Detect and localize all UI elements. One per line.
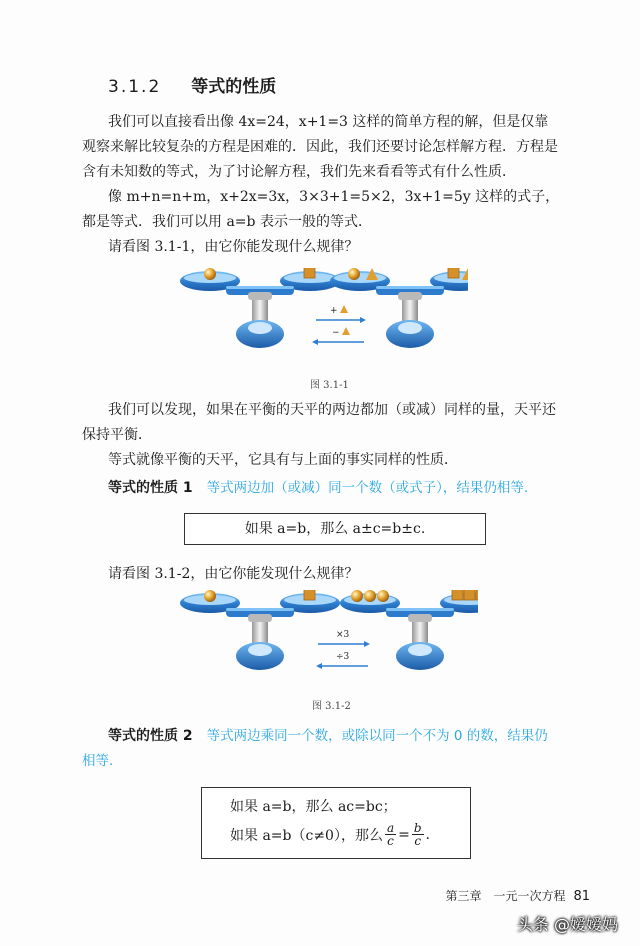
formula-box-2: [201, 787, 471, 859]
balance-scale-left: [180, 268, 340, 348]
paragraph-line: 我们可以直接看出像 4x=24，x+1=3 这样的简单方程的解，但是仅靠: [108, 114, 549, 130]
ball-icon: [348, 268, 360, 280]
block-icon: [452, 590, 463, 600]
paragraph-line: 保持平衡．: [82, 427, 152, 443]
ball-icon: [204, 590, 216, 602]
chapter-label: 第三章 一元一次方程: [445, 889, 566, 903]
paragraph-line: 都是等式．我们可以用 a=b 表示一般的等式．: [82, 214, 372, 230]
page-footer: [445, 887, 590, 904]
watermark: 头条 @嫒嫒妈: [516, 915, 618, 934]
operation-divide: ÷3: [336, 652, 350, 662]
fraction-b-over-c: [412, 822, 424, 847]
formula: 如果 a=b，那么 a±c=b±c.: [244, 521, 426, 537]
equals-sign: =: [398, 826, 410, 843]
block-icon: [464, 590, 475, 600]
figure-caption: 图 3.1-2: [312, 701, 351, 712]
observation-paragraphs: [82, 398, 597, 473]
property-statement: 等式两边加（或减）同一个数（或式子），结果仍相等.: [206, 480, 529, 496]
balance-scale-right: [330, 268, 468, 348]
operation-multiply: ×3: [336, 630, 350, 640]
block-icon: [448, 268, 459, 278]
block-icon: [304, 590, 315, 600]
section-title: 等式的性质: [191, 77, 277, 97]
formula-end: .: [425, 826, 430, 843]
property-1: [108, 476, 528, 497]
question-paragraph: [82, 562, 597, 587]
intro-paragraphs: [82, 110, 597, 260]
arrow-right-icon: [316, 317, 366, 323]
figure-3-1-1: [178, 268, 468, 368]
fraction-a-over-c: [385, 822, 396, 847]
property-statement: 等式两边乘同一个数，或除以同一个不为 0 的数，结果仍: [206, 728, 548, 744]
formula-box-1: [184, 513, 486, 545]
paragraph-line: 我们可以发现，如果在平衡的天平的两边都加（或减）同样的量，天平还: [108, 402, 556, 418]
balance-scale-left: [180, 590, 340, 670]
numerator: b: [413, 821, 422, 835]
property-label: 等式的性质 1: [108, 480, 193, 496]
paragraph-line: 观察来解比较复杂的方程是困难的．因此，我们还要讨论怎样解方程．方程是: [82, 139, 558, 155]
arrow-left-icon: [316, 663, 368, 669]
property-statement-continued: 相等.: [82, 753, 114, 769]
figure-3-1-2: [178, 590, 478, 690]
block-icon: [304, 268, 315, 278]
section-heading: [108, 72, 276, 97]
formula: 如果 a=b，那么 ac=bc；: [230, 799, 397, 815]
ball-icon: [204, 268, 216, 280]
property-label: 等式的性质 2: [108, 728, 193, 744]
ball-icon: [377, 590, 389, 602]
figure-caption: 图 3.1-1: [310, 380, 349, 391]
block-icon: [476, 590, 478, 600]
ball-icon: [351, 590, 363, 602]
operation-subtract: −: [332, 328, 340, 338]
operation-add: +: [330, 306, 338, 316]
formula-prefix: 如果 a=b（c≠0），那么: [230, 827, 383, 844]
formula: [230, 822, 430, 847]
paragraph-line: 含有未知数的等式，为了讨论解方程，我们先来看看等式有什么性质．: [82, 164, 516, 180]
paragraph-line: 请看图 3.1-1，由它你能发现什么规律？: [108, 239, 359, 255]
balance-scale-right: [340, 590, 478, 670]
numerator: a: [386, 821, 395, 835]
page-number: 81: [573, 889, 590, 904]
ball-icon: [364, 590, 376, 602]
section-number: 3.1.2: [108, 77, 162, 97]
arrow-right-icon: [318, 641, 370, 647]
arrow-left-icon: [312, 339, 364, 345]
triangle-icon: [340, 305, 348, 313]
denominator: c: [414, 834, 422, 848]
paragraph-line: 等式就像平衡的天平，它具有与上面的事实同样的性质．: [108, 452, 458, 468]
paragraph-line: 像 m+n=n+m，x+2x=3x，3×3+1=5×2，3x+1=5y 这样的式子，: [108, 189, 560, 205]
property-2: [82, 724, 548, 774]
triangle-icon: [342, 327, 350, 335]
paragraph-line: 请看图 3.1-2，由它你能发现什么规律？: [108, 566, 359, 582]
denominator: c: [387, 834, 394, 848]
